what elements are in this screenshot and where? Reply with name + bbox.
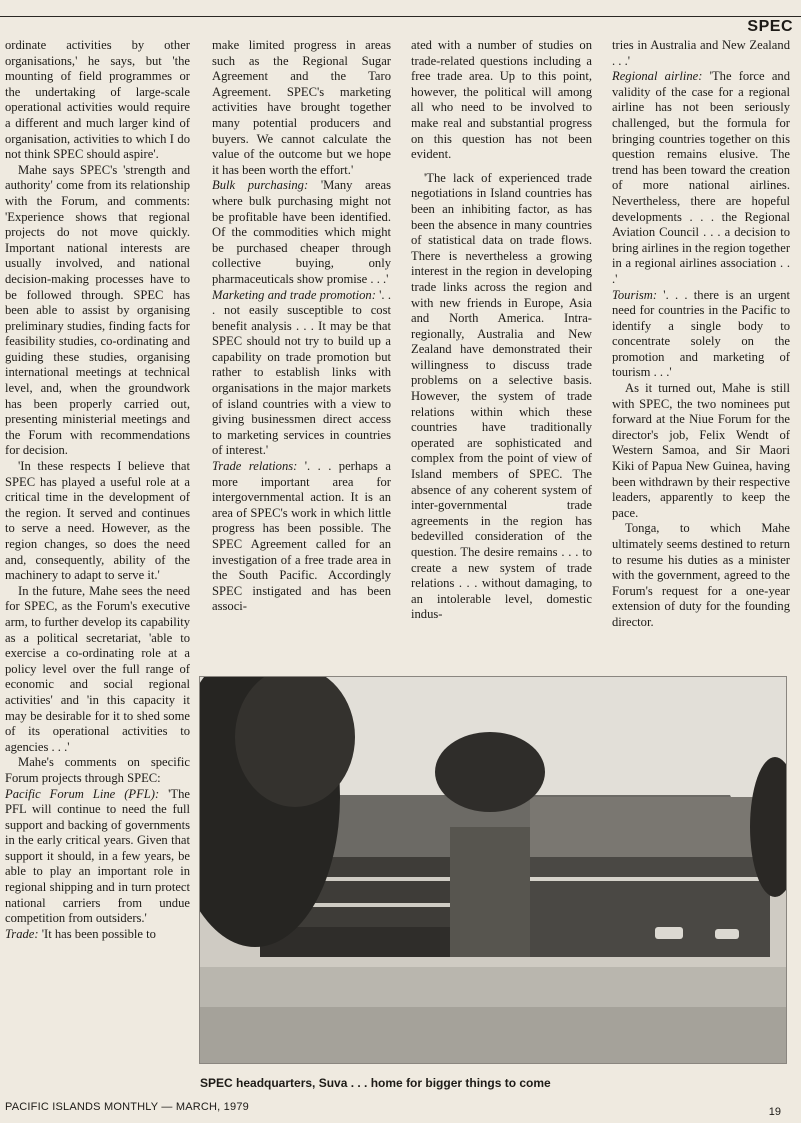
article-column-2 [212, 38, 391, 660]
article-paragraph [212, 38, 391, 178]
paragraph-text: 'In these respects I believe that SPEC has played a useful role at a critical time in the development of the region. It served and continues to serve a need. However, as the region changes, so does the need and, consequently, ability of the machinery to adapt to serve it.' [5, 459, 190, 583]
topic-lead: Tourism: [612, 287, 658, 302]
paragraph-text: As it turned out, Mahe is still with SPEC, the two nominees put forward at the Niue Forum for the director's job, Felix Wendt of Western Samoa, and Sir Maori Kiki of Papua New Guinea, having been withdrawn by their respective leaders, apparently to keep the pace. [612, 381, 790, 520]
header-rule [0, 16, 801, 17]
article-paragraph [612, 288, 790, 382]
article-column-3 [411, 38, 592, 660]
article-paragraph [212, 459, 391, 615]
paragraph-text: '. . . perhaps a more important area for intergovernmental action. It is an area of SPEC's work in which little progress has been possible. The SPEC Agreement called for an investigation of a free trade area in the South Pacific. Accordingly SPEC instigated and has been associ- [212, 459, 391, 614]
article-paragraph [5, 927, 190, 943]
article-paragraph [5, 755, 190, 786]
article-paragraph [5, 163, 190, 459]
paragraph-text: tries in Australia and New Zealand . . .' [612, 38, 790, 68]
article-paragraph [612, 381, 790, 521]
paragraph-text: 'It has been possible to [38, 926, 156, 941]
photo-caption: SPEC headquarters, Suva . . . home for bigger things to come [200, 1076, 551, 1090]
paragraph-text: 'Many areas where bulk purchasing might not be profitable have been identified. Of the commodities which might be purchased cheaper through collective buying, only pharmaceuticals show promise . . .' [212, 178, 392, 286]
paragraph-text: '. . . there is an urgent need for countries in the Pacific to identify a single body to concentrate solely on the promotion and marketing of tourism . . .' [612, 287, 790, 380]
paragraph-text: make limited progress in areas such as the Regional Sugar Agreement and the Taro Agreement. SPEC's marketing activities have brought together many potential producers and buyers. We cannot calculate the value of the outcome but we hope it has been worth the effort.' [212, 38, 391, 177]
article-paragraph [612, 38, 790, 69]
paragraph-text: '. . . not easily susceptible to cost benefit analysis . . . It may be that SPEC should not try to build up a capability on trade promotion but rather to establish links with organisations in the major markets of island countries with a view to giving businessmen direct access to marketing services in countries of interest.' [212, 287, 391, 458]
topic-lead: Regional airline: [612, 69, 703, 84]
article-column-1 [5, 38, 190, 1083]
article-paragraph [212, 288, 391, 460]
section-label: SPEC [747, 18, 793, 35]
topic-lead: Trade: [5, 926, 39, 941]
building-illustration [200, 677, 786, 1063]
publication-footer: PACIFIC ISLANDS MONTHLY — MARCH, 1979 [5, 1101, 249, 1113]
article-paragraph [411, 171, 592, 623]
article-column-4 [612, 38, 790, 660]
spec-headquarters-photo [199, 676, 787, 1064]
article-paragraph [212, 178, 391, 287]
paragraph-text: Mahe's comments on specific Forum projects through SPEC: [5, 755, 190, 785]
paragraph-text: 'The lack of experienced trade negotiations in Island countries has been an inhibiting factor, as has been the absence in many countries of statistical data on trade flows. There is nevertheless a growing interest in the region in developing trade links across the region and with new friends in Europe, Asia and North America. Intra-regionally, Australia and New Zealand have demonstrated their willingness to discuss trade problems on a selective basis. However, the system of trade relations within which these countries have traditionally operated are sophisticated and complex from the point of view of Island members of SPEC. The absence of any coherent system of inter-governmental trade agreements in the region has bedevilled consideration of the question. The desire remains . . . to create a new system of trade relations . . . without damaging, to an intolerable level, domestic indus- [411, 170, 592, 622]
article-paragraph [5, 459, 190, 584]
article-paragraph [5, 584, 190, 756]
paragraph-text: ated with a number of studies on trade-related questions including a free trade area. Up to this point, however, the political will among all who need to be involved to make real and substantial progress on this question has not been evident. [411, 38, 592, 162]
paragraph-text: ordinate activities by other organisations,' he says, but 'the mounting of field programmes or the undertaking of large-scale operational activities would require a different and much larger kind of organisation, activities to which I do not think SPEC should aspire'. [5, 38, 190, 162]
paragraph-text: Tonga, to which Mahe ultimately seems destined to return to resume his duties as a minister with the government, agreed to the Forum's request for a one-year extension of duty for the founding director. [612, 521, 790, 629]
article-paragraph [612, 69, 790, 287]
article-paragraph [612, 521, 790, 630]
article-paragraph [5, 38, 190, 163]
topic-lead: Marketing and trade promotion: [212, 287, 376, 302]
page-number: 19 [768, 1106, 781, 1118]
paragraph-text: 'The PFL will continue to need the full support and backing of governments in the early critical years. Given that support it should, in a few years, be able to play an important role in regional shipping and in turn protect national carriers from undue competition from outsiders.' [5, 786, 190, 926]
topic-lead: Trade relations: [212, 459, 298, 474]
paragraph-text: In the future, Mahe sees the need for SPEC, as the Forum's executive arm, to further develop its capability as a political secretariat, 'able to exercise a co-ordinating role at a policy level over the full range of economic and social regional activities' and 'in this capacity it may be desirable for it to shed some of its operational activities to agencies . . .' [5, 583, 190, 754]
paragraph-text: 'The force and validity of the case for a regional airline has not been seriously challenged, but the formula for bringing countries together on this question remains elusive. The trend has been toward the creation of more national airlines. Nevertheless, there are hopeful developments . . . the Regional Aviation Council . . . a decision to bring airlines in the region together in a regional airlines association . . .' [612, 69, 791, 286]
article-paragraph [411, 38, 592, 163]
topic-lead: Pacific Forum Line (PFL): [5, 786, 160, 801]
paragraph-text: Mahe says SPEC's 'strength and authority' come from its relationship with the Forum, and comments: 'Experience shows that regional projects do not move quickly. Important national interests are usually involved, and national decision-making processes have to be followed through. SPEC has been able to assist by organising preliminary studies, finding facts for feasibility studies, co-ordinating and guiding these studies, organising international meetings at technical level, and, when the groundwork has been properly carried out, presenting ministerial meetings and the Forum with recommendations for decision. [5, 162, 190, 458]
article-paragraph [5, 787, 190, 927]
topic-lead: Bulk purchasing: [212, 178, 309, 193]
